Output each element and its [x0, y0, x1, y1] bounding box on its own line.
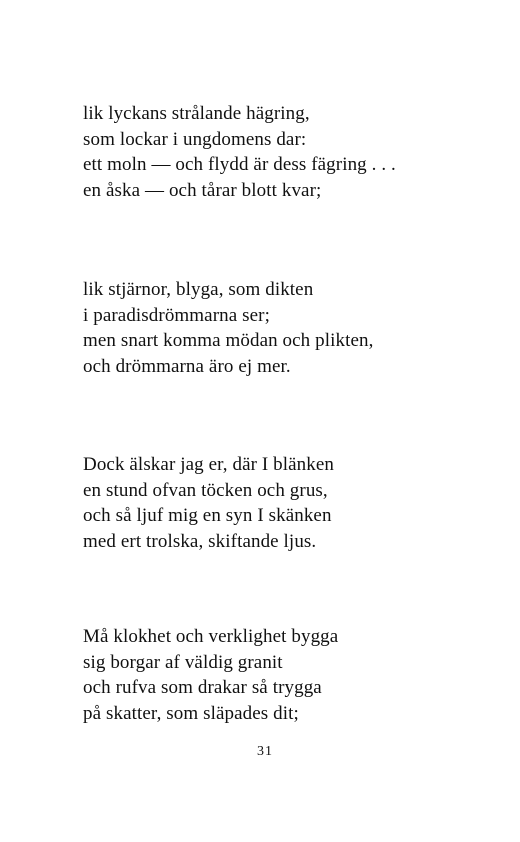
poem-line: lik stjärnor, blyga, som dikten [83, 279, 314, 300]
poem-line: på skatter, som släpades dit; [83, 702, 299, 724]
stanza-3 [83, 452, 503, 554]
poem-line: Dock älskar jag er, där I blänken [83, 454, 335, 475]
poem-line: som lockar i ungdomens dar: [83, 128, 307, 150]
poem-line: men snart komma mödan och plikten, [83, 330, 374, 351]
page-number: 31 [257, 744, 273, 759]
poem-line: och så ljuf mig en syn I skänken [83, 505, 332, 526]
stanza-1 [83, 101, 503, 203]
poem-line: Må klokhet och verklighet bygga [83, 626, 339, 647]
poem-line: sig borgar af väldig granit [83, 651, 283, 673]
poem-line: en stund ofvan töcken och grus, [83, 479, 328, 501]
poem-line: och drömmarna äro ej mer. [83, 355, 291, 377]
poem-line: och rufva som drakar så trygga [83, 677, 322, 698]
poem-line: lik lyckans strålande hägring, [83, 103, 310, 124]
poem-line: en åska — och tårar blott kvar; [83, 179, 322, 201]
stanza-4 [83, 624, 503, 726]
poem-line: ett moln — och flydd är dess fägring . . . [83, 154, 396, 175]
poem-line: med ert trolska, skiftande ljus. [83, 530, 317, 552]
stanza-2 [83, 277, 503, 379]
poem-line: i paradisdrömmarna ser; [83, 304, 270, 326]
